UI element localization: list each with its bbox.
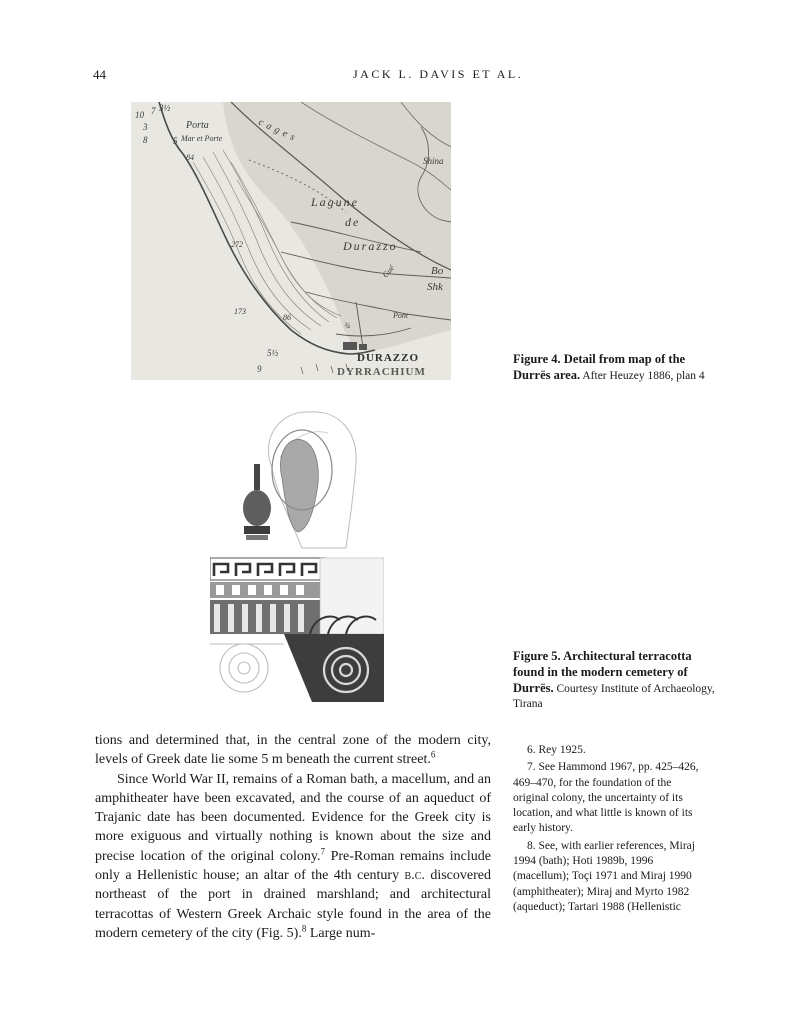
map-label-mar-et-porte: Mar et Porte bbox=[181, 134, 223, 143]
elevation-86: 86 bbox=[283, 313, 291, 322]
map-label-porta: Porta bbox=[186, 120, 209, 131]
footnote-ref-7[interactable]: 7 bbox=[320, 846, 326, 857]
map-label-shk: Shk bbox=[427, 281, 443, 293]
footnote-8: 8. See, with earlier references, Miraj 1994 (bath); Hoti 1989b, 1996 (macellum); Toçi 1971 and Miraj 1990 (amphitheater); Miraj and Myrto 1982 (aqueduct); Tartari 1988 (Hellenistic bbox=[513, 839, 695, 913]
map-label-durazzo-lagoon: Durazzo bbox=[343, 239, 398, 253]
figure-4-caption bbox=[513, 352, 718, 384]
body-paragraph-2-part-a: Since World War II, remains of a Roman bath, a macellum, and an amphitheater have been excavated, and the course of an aqueduct of Trajanic date has been documented. Evidence for the Greek city is more exiguous and virtually nothing is known about the size and precise location of the original colony. bbox=[95, 771, 491, 864]
footnote-7: 7. See Hammond 1967, pp. 425–426, 469–470, for the foundation of the original colony, the uncertainty of its location, and what little is known of its early history. bbox=[513, 761, 699, 835]
running-head: JACK L. DAVIS ET AL. bbox=[353, 67, 524, 81]
elevation-272: 272 bbox=[231, 240, 243, 249]
sounding-5: 5 bbox=[173, 136, 178, 146]
elevation-84: 84 bbox=[186, 153, 194, 162]
body-text bbox=[95, 731, 491, 943]
map-label-de: de bbox=[345, 215, 361, 229]
footnote-ref-8[interactable]: 8 bbox=[301, 923, 307, 934]
map-label-shina: Shina bbox=[423, 156, 444, 166]
body-paragraph-2-part-d: Large num- bbox=[306, 925, 376, 941]
map-label-gue: Gué bbox=[380, 263, 397, 280]
sounding-3: 3 bbox=[143, 122, 148, 132]
body-paragraph-1 bbox=[95, 731, 491, 770]
durres-area-map bbox=[131, 102, 451, 380]
body-paragraph-2-part-c: discovered northeast of the port in drained marshland; and architectural terracottas of Western Greek Archaic style found in the area of the modern cemetery of the city (Fig. 5). bbox=[95, 868, 491, 941]
figure-5-caption bbox=[513, 649, 718, 712]
map-label-city-durazzo: DURAZZO bbox=[357, 352, 420, 364]
sounding-3half: 3½ bbox=[159, 103, 171, 113]
figure-5-caption-credit: Courtesy Institute of Archaeology, Tirana bbox=[513, 683, 715, 710]
architectural-terracotta-drawing bbox=[210, 408, 384, 704]
map-label-lagune: Lagune bbox=[311, 195, 359, 209]
elevation-173: 173 bbox=[234, 307, 246, 316]
sounding-5half: 5½ bbox=[267, 348, 279, 358]
sounding-7: 7 bbox=[151, 106, 156, 116]
sounding-10: 10 bbox=[135, 110, 144, 120]
sounding-three-quarter: ¾ bbox=[344, 321, 350, 330]
figure-4-caption-credit: After Heuzey 1886, plan 4 bbox=[582, 370, 705, 382]
page-number: 44 bbox=[93, 67, 106, 82]
figure-4-caption-lead: Figure 4. Detail from map of the Durrës area. bbox=[513, 352, 686, 382]
figure-5-caption-lead: Figure 5. Architectural terracotta found in the modern cemetery of Durrës. bbox=[513, 649, 692, 695]
footnotes bbox=[513, 743, 709, 917]
footnote-ref-6[interactable]: 6 bbox=[430, 749, 436, 760]
body-paragraph-2-part-b: Pre-Roman remains include only a Hellenistic house; an altar of the 4th century bbox=[95, 848, 491, 884]
sounding-8: 8 bbox=[143, 135, 148, 145]
footnote-6: 6. Rey 1925. bbox=[527, 744, 586, 756]
map-label-pont: Pont bbox=[393, 311, 409, 320]
map-label-cages: cages bbox=[256, 116, 301, 145]
era-abbreviation: b.c. bbox=[404, 868, 425, 884]
map-label-city-dyrrachium: DYRRACHIUM bbox=[337, 366, 426, 378]
sounding-9: 9 bbox=[257, 364, 262, 374]
map-label-bo: Bo bbox=[431, 265, 444, 277]
body-paragraph-1-text: tions and determined that, in the central zone of the modern city, levels of Greek date lie some 5 m beneath the current street. bbox=[95, 733, 491, 768]
body-paragraph-2 bbox=[95, 770, 491, 944]
